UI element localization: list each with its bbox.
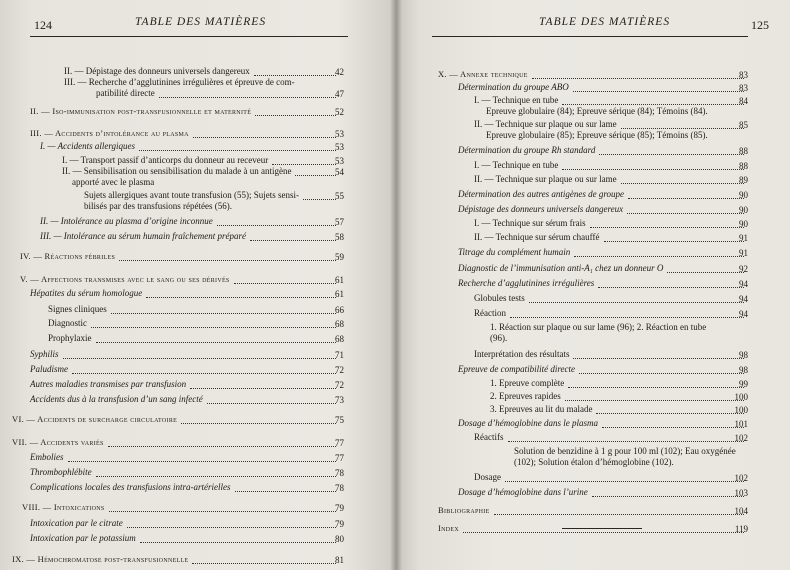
toc-entry-page: 92 xyxy=(739,264,748,274)
toc-entry-page: 100 xyxy=(734,392,748,402)
toc-entry-page: 53 xyxy=(335,129,344,139)
book-gutter xyxy=(390,0,402,570)
toc-entry-page: 91 xyxy=(739,248,748,258)
toc-entry-label: II. — Technique sur plaque ou sur lame xyxy=(474,119,617,129)
toc-entry-label: Intoxication par le citrate xyxy=(30,518,123,528)
toc-entry-page: 94 xyxy=(739,294,748,304)
toc-entry-page: 88 xyxy=(739,161,748,171)
toc-entry-label: apporté avec le plasma xyxy=(72,177,155,187)
toc-leader-dots xyxy=(562,104,744,105)
toc-leader-dots xyxy=(63,358,337,359)
toc-entry-label: Sujets allergiques avant toute transfusion (55); Sujets sensi- xyxy=(84,190,300,200)
toc-leader-dots xyxy=(598,287,744,288)
toc-entry-label: Epreuve de compatibilité directe xyxy=(458,364,576,374)
toc-leader-dots xyxy=(108,446,336,447)
toc-leader-dots xyxy=(590,227,744,228)
toc-entry-page: 47 xyxy=(335,89,344,99)
toc-entry-page: 52 xyxy=(335,107,344,117)
right-running-header: TABLE DES MATIÈRES xyxy=(539,16,671,28)
toc-entry-label: Titrage du complément humain xyxy=(458,247,571,257)
toc-leader-dots xyxy=(574,256,744,257)
toc-entry-label: II. — Iso-immunisation post-transfusionnelle et maternité xyxy=(30,106,252,116)
toc-entry-label: 1. Epreuve complète xyxy=(490,378,565,388)
toc-leader-dots xyxy=(159,97,336,98)
toc-entry-label: I. — Accidents allergiques xyxy=(40,141,135,151)
toc-entry-label: Dosage d’hémoglobine dans l’urine xyxy=(458,487,588,497)
toc-leader-dots xyxy=(139,150,336,151)
toc-entry-label: Détermination du groupe ABO xyxy=(458,82,569,92)
toc-entry-page: 83 xyxy=(739,83,748,93)
toc-leader-dots xyxy=(621,128,744,129)
toc-leader-dots xyxy=(190,388,336,389)
toc-leader-dots xyxy=(72,373,336,374)
toc-entry-label: 1. Réaction sur plaque ou sur lame (96); 2. Réaction en tube xyxy=(490,322,707,332)
toc-leader-dots xyxy=(119,260,336,261)
toc-entry-label: Hépatites du sérum homologue xyxy=(30,288,143,298)
toc-leader-dots xyxy=(111,313,336,314)
toc-leader-dots xyxy=(532,78,744,79)
toc-entry-page: 78 xyxy=(335,483,344,493)
toc-entry-page: 119 xyxy=(734,524,748,534)
toc-leader-dots xyxy=(579,373,744,374)
toc-entry-page: 90 xyxy=(739,219,748,229)
toc-leader-dots xyxy=(621,183,744,184)
toc-entry-page: 103 xyxy=(734,488,748,498)
toc-leader-dots xyxy=(494,514,744,515)
toc-leader-dots xyxy=(96,476,336,477)
toc-entry-label: Intoxication par le potassium xyxy=(30,533,136,543)
toc-entry-label: Réactifs xyxy=(474,432,504,442)
toc-entry-label: Diagnostic de l’immunisation anti-A₁ chez un donneur O xyxy=(458,263,664,273)
toc-leader-dots xyxy=(68,461,337,462)
toc-leader-dots xyxy=(604,241,745,242)
toc-entry-page: 53 xyxy=(335,156,344,166)
toc-leader-dots xyxy=(109,511,336,512)
toc-leader-dots xyxy=(573,358,744,359)
toc-entry-label: Signes cliniques xyxy=(48,304,107,314)
toc-entry-page: 66 xyxy=(335,305,344,315)
toc-entry-page: 101 xyxy=(734,419,748,429)
toc-entry-page: 90 xyxy=(739,190,748,200)
toc-leader-dots xyxy=(207,403,336,404)
toc-leader-dots xyxy=(599,154,744,155)
toc-entry-label: II. — Technique sur sérum chauffé xyxy=(474,232,600,242)
toc-entry-label: I. — Technique sur sérum frais xyxy=(474,218,586,228)
toc-entry-label: Index xyxy=(438,523,459,533)
toc-entry-label: VI. — Accidents de surcharge circulatoire xyxy=(12,414,178,424)
toc-entry-page: 79 xyxy=(335,519,344,529)
toc-entry-page: 99 xyxy=(739,379,748,389)
toc-entry-label: IV. — Réactions fébriles xyxy=(20,251,116,261)
toc-entry-page: 88 xyxy=(739,146,748,156)
toc-leader-dots xyxy=(140,542,336,543)
toc-entry-page: 83 xyxy=(739,70,748,80)
toc-leader-dots xyxy=(628,198,744,199)
toc-entry-label: Diagnostic xyxy=(48,318,87,328)
toc-leader-dots xyxy=(217,225,336,226)
toc-entry-label: Autres maladies transmises par transfusion xyxy=(30,379,187,389)
toc-entry-label: Bibliographie xyxy=(438,505,490,515)
toc-entry-page: 80 xyxy=(335,534,344,544)
toc-leader-dots xyxy=(627,213,744,214)
toc-entry-page: 54 xyxy=(335,167,344,177)
left-running-header: TABLE DES MATIÈRES xyxy=(135,16,267,28)
toc-entry-page: 42 xyxy=(335,67,344,77)
toc-entry-label: 3. Epreuves au lit du malade xyxy=(490,404,593,414)
toc-entry-page: 71 xyxy=(335,350,344,360)
toc-leader-dots xyxy=(529,302,744,303)
toc-leader-dots xyxy=(568,387,744,388)
toc-entry-page: 90 xyxy=(739,205,748,215)
toc-entry-page: 68 xyxy=(335,334,344,344)
toc-entry-label: patibilité directe xyxy=(96,88,155,98)
toc-leader-dots xyxy=(508,441,745,442)
toc-entry-label: Syphilis xyxy=(30,349,59,359)
toc-entry-page: 53 xyxy=(335,142,344,152)
toc-entry-label: III. — Intolérance au sérum humain fraîchement préparé xyxy=(40,231,246,241)
right-header-rule xyxy=(432,36,748,37)
toc-entry-label: Interprétation des résultats xyxy=(474,349,570,359)
toc-entry-label: (102); Solution étalon d’hémoglobine (102). xyxy=(514,457,674,467)
toc-entry-label: I. — Transport passif d’anticorps du donneur au receveur xyxy=(62,155,269,165)
toc-leader-dots xyxy=(96,342,337,343)
toc-leader-dots xyxy=(510,317,744,318)
toc-entry-label: Accidents dus à la transfusion d’un sang infecté xyxy=(30,394,203,404)
toc-entry-label: II. — Technique sur plaque ou sur lame xyxy=(474,174,617,184)
toc-entry-label: Prophylaxie xyxy=(48,333,92,343)
toc-leader-dots xyxy=(193,137,336,138)
toc-entry-page: 89 xyxy=(739,175,748,185)
toc-leader-dots xyxy=(463,532,744,533)
toc-entry-page: 72 xyxy=(335,380,344,390)
toc-entry-page: 98 xyxy=(739,350,748,360)
toc-entry-label: Paludisme xyxy=(30,364,68,374)
toc-leader-dots xyxy=(91,327,336,328)
toc-entry-label: Embolies xyxy=(30,452,64,462)
toc-entry-label: Réaction xyxy=(474,308,506,318)
toc-entry-label: Complications locales des transfusions intra-artérielles xyxy=(30,482,231,492)
toc-entry-page: 72 xyxy=(335,365,344,375)
toc-entry-label: IX. — Hémochromatose post-transfusionnelle xyxy=(12,554,189,564)
toc-leader-dots xyxy=(562,169,744,170)
toc-entry-page: 55 xyxy=(335,191,344,201)
toc-leader-dots xyxy=(592,496,744,497)
toc-leader-dots xyxy=(234,283,336,284)
right-page xyxy=(396,0,790,570)
right-page-number: 125 xyxy=(751,18,769,32)
toc-leader-dots xyxy=(602,427,744,428)
toc-entry-label: X. — Annexe technique xyxy=(438,69,528,79)
toc-entry-page: 98 xyxy=(739,365,748,375)
toc-entry-page: 58 xyxy=(335,232,344,242)
toc-leader-dots xyxy=(295,175,336,176)
toc-entry-label: (96). xyxy=(490,333,508,343)
toc-leader-dots xyxy=(505,481,744,482)
toc-entry-page: 79 xyxy=(335,503,344,513)
toc-leader-dots xyxy=(235,491,337,492)
toc-entry-label: 2. Epreuves rapides xyxy=(490,391,561,401)
toc-entry-label: bilisés par des transfusions répétées (56). xyxy=(84,201,232,211)
toc-entry-page: 102 xyxy=(734,433,748,443)
left-header-rule xyxy=(30,36,348,37)
toc-leader-dots xyxy=(255,115,336,116)
toc-entry-label: Dépistage des donneurs universels dangereux xyxy=(458,204,624,214)
toc-leader-dots xyxy=(272,164,336,165)
toc-leader-dots xyxy=(181,423,336,424)
toc-entry-label: III. — Accidents d’intolérance au plasma xyxy=(30,128,189,138)
left-page-number: 124 xyxy=(34,18,52,32)
toc-entry-label: Détermination des autres antigènes de groupe xyxy=(458,189,625,199)
toc-entry-page: 61 xyxy=(335,275,344,285)
toc-entry-label: V. — Affections transmises avec le sang ou ses dérivés xyxy=(20,274,230,284)
toc-entry-page: 81 xyxy=(335,555,344,565)
toc-entry-page: 75 xyxy=(335,415,344,425)
toc-entry-page: 68 xyxy=(335,319,344,329)
toc-leader-dots xyxy=(250,240,336,241)
toc-entry-label: VII. — Accidents variés xyxy=(12,437,104,447)
toc-leader-dots xyxy=(573,91,744,92)
toc-leader-dots xyxy=(303,199,336,200)
toc-entry-label: I. — Technique en tube xyxy=(474,95,559,105)
toc-leader-dots xyxy=(596,413,744,414)
toc-entry-page: 78 xyxy=(335,468,344,478)
toc-entry-label: VIII. — Intoxications xyxy=(22,502,105,512)
toc-entry-page: 57 xyxy=(335,217,344,227)
toc-leader-dots xyxy=(254,75,336,76)
toc-entry-label: III. — Recherche d’agglutinines irrégulières et épreuve de com- xyxy=(64,77,295,87)
toc-entry-page: 91 xyxy=(739,233,748,243)
toc-entry-page: 77 xyxy=(335,438,344,448)
toc-entry-label: Epreuve globulaire (84); Epreuve sérique (84); Témoins (84). xyxy=(486,106,708,116)
toc-entry-page: 100 xyxy=(734,405,748,415)
toc-entry-page: 94 xyxy=(739,309,748,319)
toc-leader-dots xyxy=(127,527,336,528)
toc-entry-page: 102 xyxy=(734,473,748,483)
toc-entry-page: 94 xyxy=(739,279,748,289)
toc-entry-label: Dosage xyxy=(474,472,501,482)
toc-entry-page: 85 xyxy=(739,120,748,130)
toc-entry-label: I. — Technique en tube xyxy=(474,160,559,170)
toc-entry-label: Dosage d’hémoglobine dans le plasma xyxy=(458,418,598,428)
toc-entry-label: II. — Dépistage des donneurs universels dangereux xyxy=(64,66,250,76)
toc-entry-label: Thrombophlébite xyxy=(30,467,92,477)
toc-entry-label: Détermination du groupe Rh standard xyxy=(458,145,596,155)
toc-leader-dots xyxy=(192,563,336,564)
toc-entry-label: Epreuve globulaire (85); Epreuve sérique (85); Témoins (85). xyxy=(486,130,708,140)
toc-entry-page: 84 xyxy=(739,96,748,106)
toc-leader-dots xyxy=(565,400,744,401)
toc-entry-page: 104 xyxy=(734,506,748,516)
toc-entry-label: Globules tests xyxy=(474,293,525,303)
toc-entry-page: 59 xyxy=(335,252,344,262)
end-rule xyxy=(562,528,642,529)
toc-entry-label: II. — Sensibilisation ou sensibilisation du malade à un antigène xyxy=(62,166,292,176)
toc-entry-page: 77 xyxy=(335,453,344,463)
toc-leader-dots xyxy=(667,272,744,273)
toc-entry-page: 73 xyxy=(335,395,344,405)
toc-leader-dots xyxy=(146,297,336,298)
toc-entry-label: Solution de benzidine à 1 g pour 100 ml (102); Eau oxygénée xyxy=(514,446,736,456)
toc-entry-page: 61 xyxy=(335,289,344,299)
toc-entry-label: II. — Intolérance au plasma d’origine inconnue xyxy=(40,216,213,226)
toc-entry-label: Recherche d’agglutinines irrégulières xyxy=(458,278,595,288)
